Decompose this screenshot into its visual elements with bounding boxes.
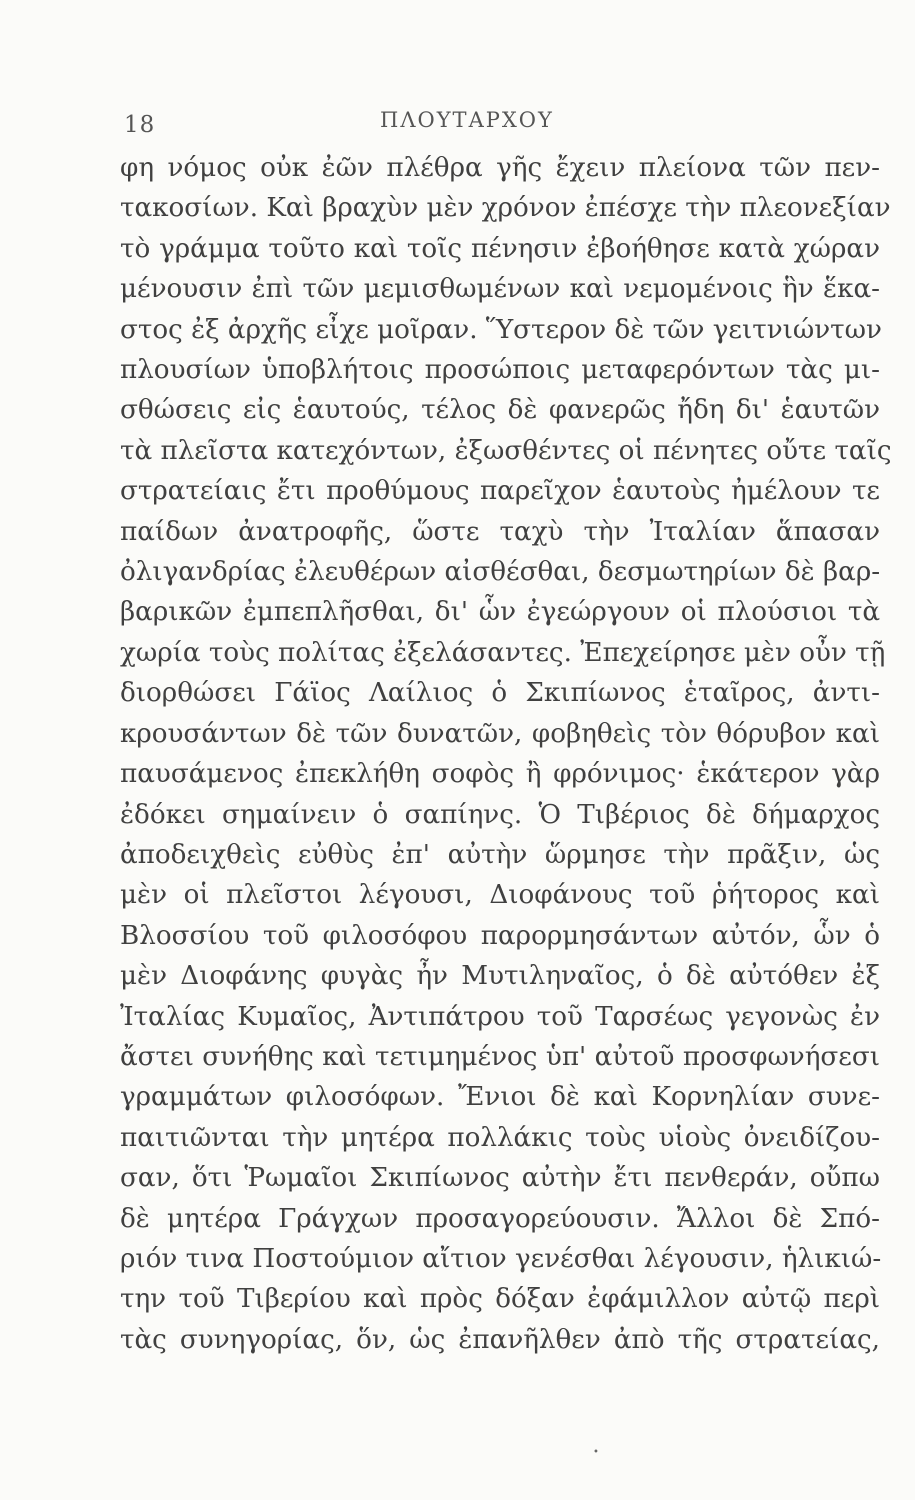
text-line: παίδων ἀνατροφῆς, ὥστε ταχὺ τὴν Ἰταλίαν ἅπασαν (120, 516, 880, 547)
text-line: μὲν οἱ πλεῖστοι λέγουσι, Διοφάνους τοῦ ῥήτορος καὶ (120, 880, 880, 911)
text-line: ἐδόκει σημαίνειν ὁ σαπίηνς. Ὁ Τιβέριος δὲ δήμαρχος (120, 799, 880, 830)
text-line: γραμμάτων φιλοσόφων. Ἔνιοι δὲ καὶ Κορνηλίαν συνε- (120, 1082, 880, 1113)
body-text (120, 148, 892, 1360)
running-title: ΠΛΟΥΤΑΡΧΟΥ (380, 108, 554, 132)
text-line: πλουσίων ὑποβλήτοις προσώποις μεταφερόντων τὰς μι- (120, 355, 880, 386)
text-line: κρουσάντων δὲ τῶν δυνατῶν, φοβηθεὶς τὸν θόρυβον καὶ (120, 718, 880, 749)
text-line: στος ἐξ ἀρχῆς εἶχε μοῖραν. Ὕστερον δὲ τῶν γειτνιώντων (120, 314, 882, 345)
text-line: τὰ πλεῖστα κατεχόντων, ἐξωσθέντες οἱ πένητες οὔτε ταῖς (120, 435, 892, 466)
text-line: ἀποδειχθεὶς εὐθὺς ἐπ' αὐτὴν ὥρμησε τὴν πρᾶξιν, ὡς (120, 839, 880, 870)
text-line: την τοῦ Τιβερίου καὶ πρὸς δόξαν ἐφάμιλλον αὐτῷ περὶ (120, 1284, 880, 1315)
text-line: τακοσίων. Καὶ βραχὺν μὲν χρόνον ἐπέσχε τὴν πλεονεξίαν (120, 193, 891, 224)
text-line: μὲν Διοφάνης φυγὰς ἦν Μυτιληναῖος, ὁ δὲ αὐτόθεν ἐξ (120, 961, 880, 992)
text-line: τὰς συνηγορίας, ὅν, ὡς ἐπανῆλθεν ἀπὸ τῆς στρατείας, (120, 1324, 880, 1355)
text-line: σαν, ὅτι Ῥωμαῖοι Σκιπίωνος αὐτὴν ἔτι πενθεράν, οὔπω (120, 1163, 880, 1194)
text-line: παιτιῶνται τὴν μητέρα πολλάκις τοὺς υἱοὺς ὀνειδίζου- (120, 1122, 880, 1153)
text-line: φη νόμος οὐκ ἐῶν πλέθρα γῆς ἔχειν πλείονα τῶν πεν- (120, 153, 880, 183)
text-line: παυσάμενος ἐπεκλήθη σοφὸς ἢ φρόνιμος· ἑκάτερον γὰρ (120, 759, 880, 790)
text-line: ὀλιγανδρίας ἐλευθέρων αἰσθέσθαι, δεσμωτηρίων δὲ βαρ- (120, 557, 881, 588)
text-line: Ἰταλίας Κυμαῖος, Ἀντιπάτρου τοῦ Ταρσέως γεγονὼς ἐν (120, 1001, 880, 1032)
text-line: χωρία τοὺς πολίτας ἐξελάσαντες. Ἐπεχείρησε μὲν οὖν τῇ (120, 637, 886, 668)
text-line: ριόν τινα Ποστούμιον αἴτιον γενέσθαι λέγουσιν, ἡλικιώ- (120, 1243, 882, 1274)
text-line: διορθώσει Γάϊος Λαίλιος ὁ Σκιπίωνος ἑταῖρος, ἀντι- (120, 678, 880, 709)
text-line: δὲ μητέρα Γράγχων προσαγορεύουσιν. Ἄλλοι δὲ Σπό- (120, 1203, 880, 1234)
text-line: βαρικῶν ἐμπεπλῆσθαι, δι' ὧν ἐγεώργουν οἱ πλούσιοι τὰ (120, 597, 880, 628)
text-line: σθώσεις εἰς ἑαυτούς, τέλος δὲ φανερῶς ἤδη δι' ἑαυτῶν (120, 395, 880, 426)
footer-mark: • (593, 1447, 599, 1458)
text-line: ἄστει συνήθης καὶ τετιμημένος ὑπ' αὐτοῦ προσφωνήσεσι (120, 1041, 880, 1072)
page-number: 18 (124, 112, 156, 138)
text-line: Βλοσσίου τοῦ φιλοσόφου παρορμησάντων αὐτόν, ὧν ὁ (120, 920, 880, 951)
text-line: στρατείαις ἔτι προθύμους παρεῖχον ἑαυτοὺς ἠμέλουν τε (120, 476, 880, 507)
text-line: μένουσιν ἐπὶ τῶν μεμισθωμένων καὶ νεμομένοις ἣν ἕκα- (120, 274, 880, 305)
text-line: τὸ γράμμα τοῦτο καὶ τοῖς πένησιν ἐβοήθησε κατὰ χώραν (120, 233, 880, 264)
